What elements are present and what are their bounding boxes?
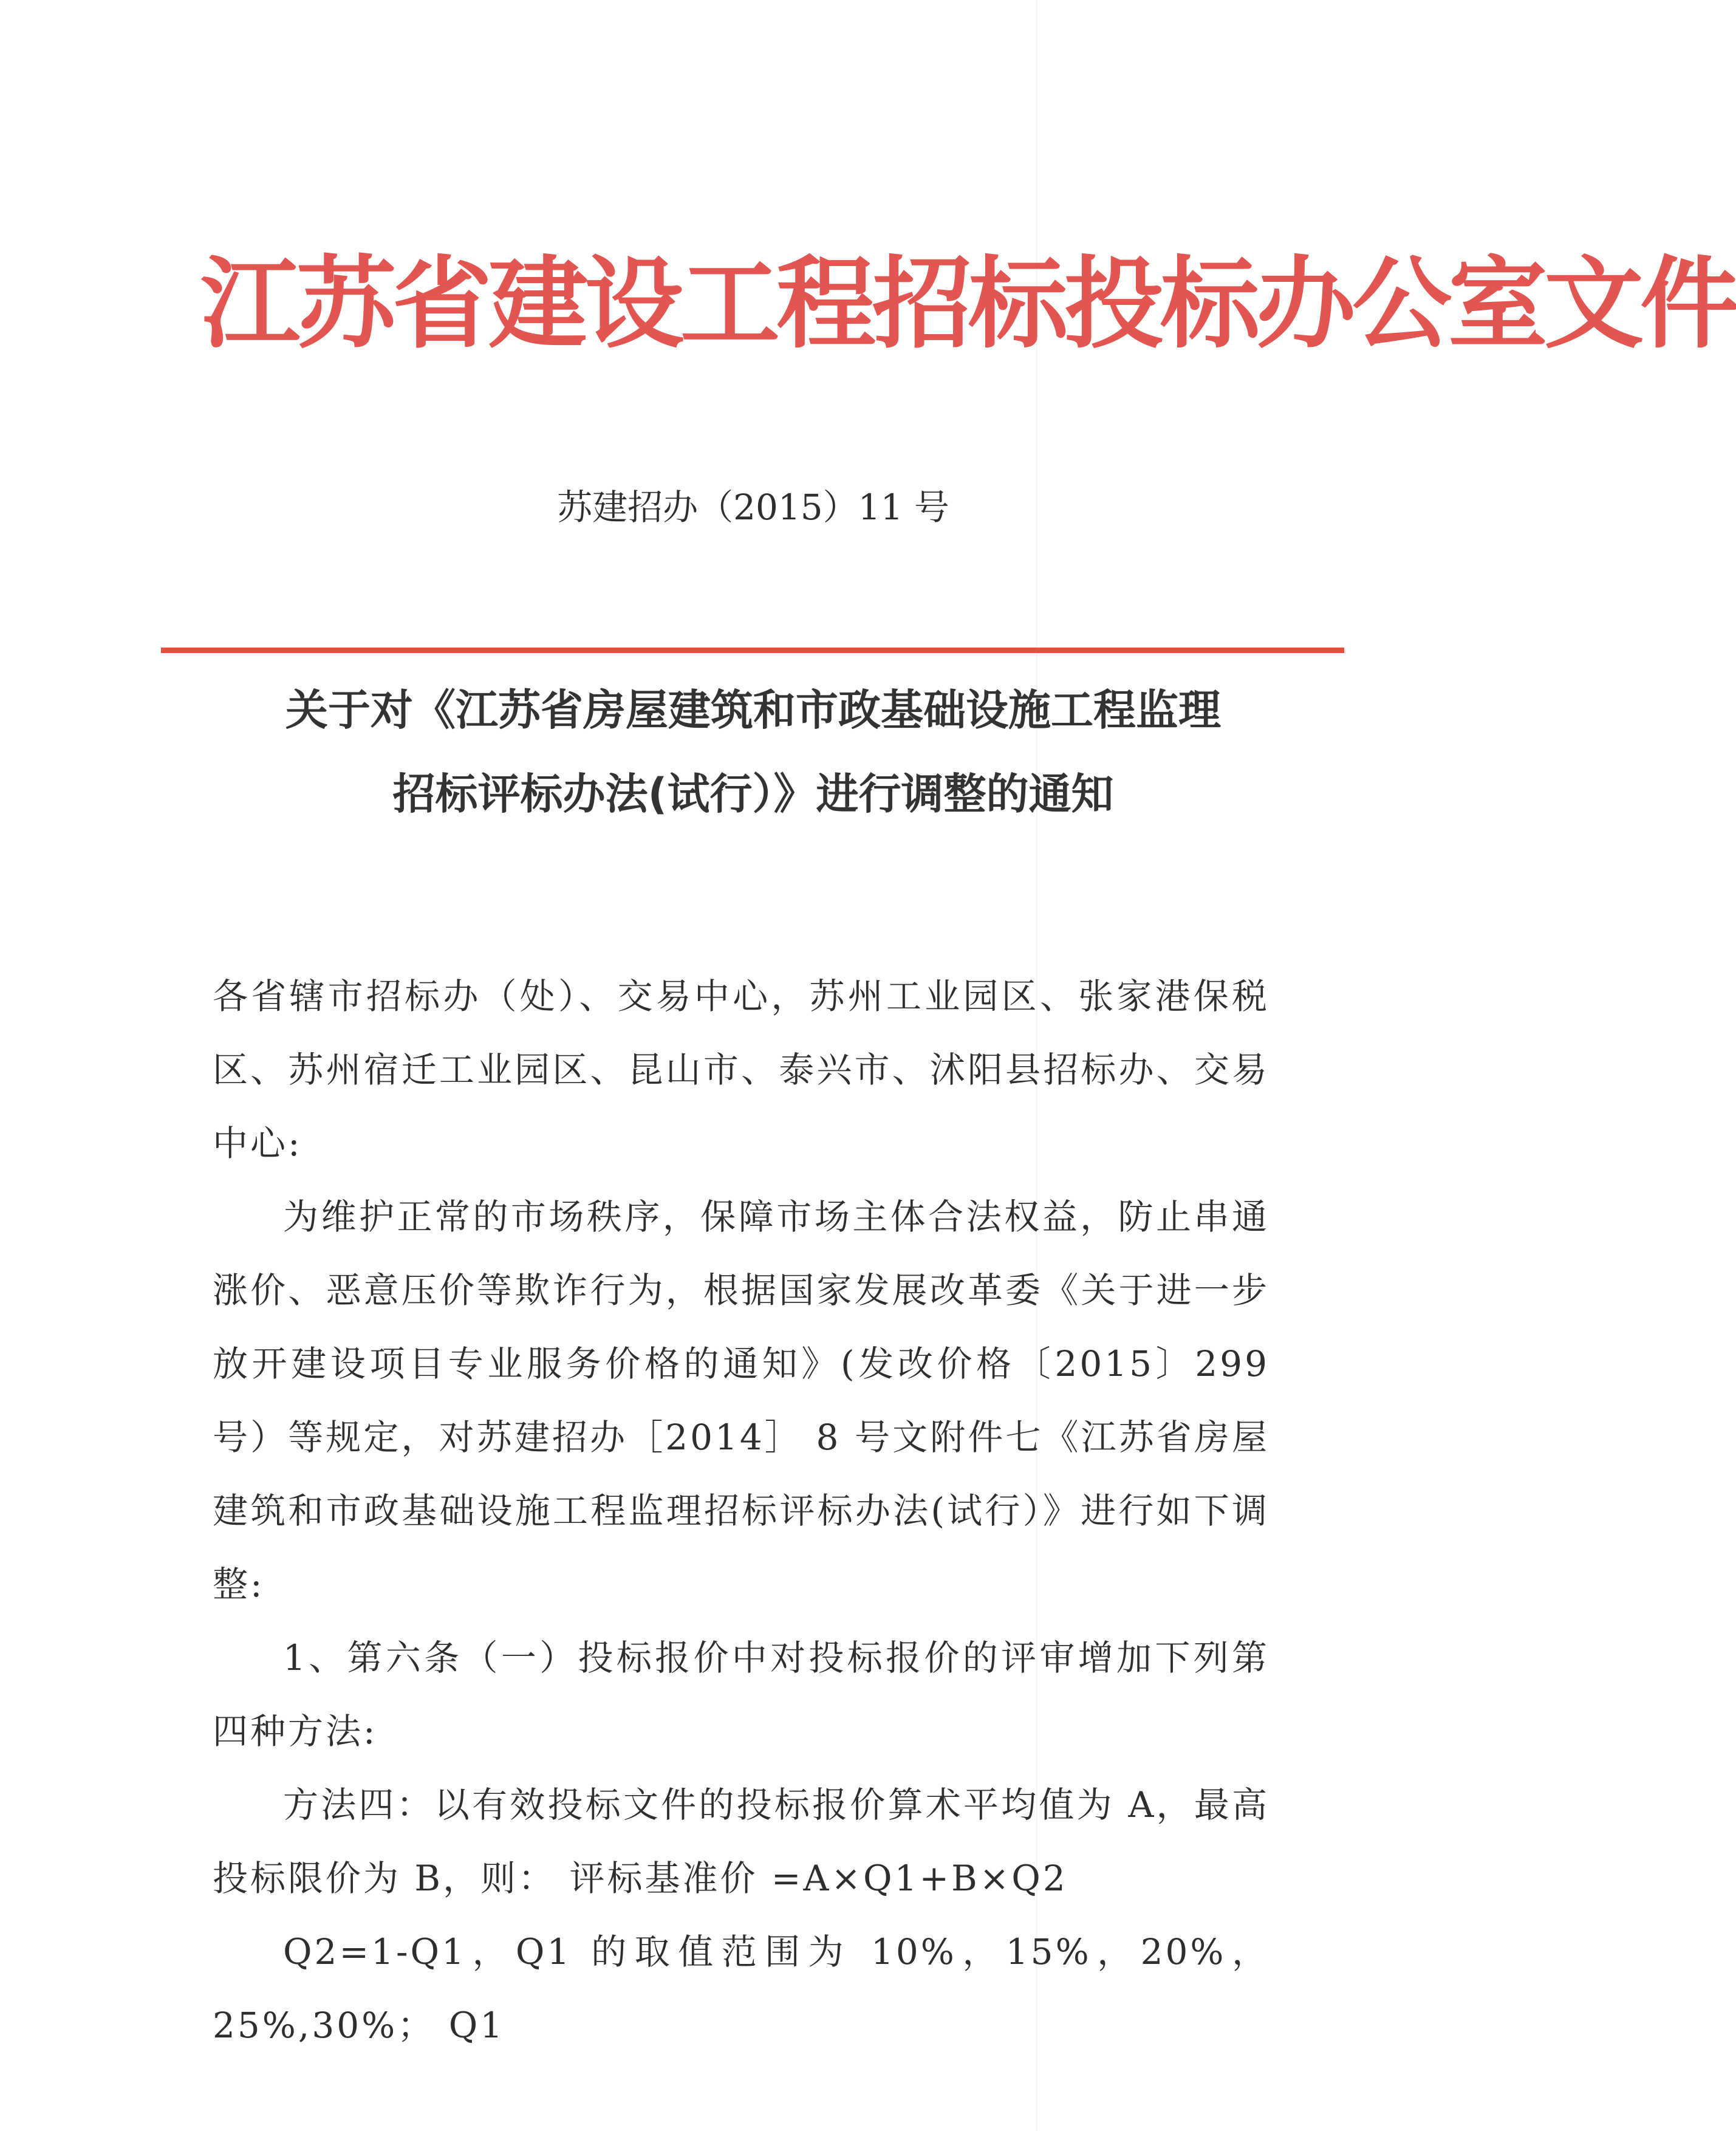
document-number: 苏建招办（2015）11 号 bbox=[557, 487, 949, 528]
document-body bbox=[213, 960, 1270, 2062]
notice-title-line-2: 招标评标办法(试行）》进行调整的通知 bbox=[392, 769, 1114, 819]
body-paragraph-4: Q2=1-Q1，Q1 的取值范围为 10%，15%，20%，25%,30%； Q1 bbox=[213, 1931, 1270, 2046]
notice-title-line-1: 关于对《江苏省房屋建筑和市政基础设施工程监理 bbox=[285, 685, 1221, 735]
letterhead-title: 江苏省建设工程招标投标办公室文件 bbox=[200, 245, 1736, 362]
notice-title bbox=[170, 668, 1336, 836]
red-divider-line bbox=[161, 648, 1344, 653]
addressees-paragraph: 各省辖市招标办（处）、交易中心，苏州工业园区、张家港保税区、苏州宿迁工业园区、昆山市、泰兴市、沭阳县招标办、交易中心: bbox=[213, 976, 1270, 1164]
body-paragraph-1: 为维护正常的市场秩序，保障市场主体合法权益，防止串通涨价、恶意压价等欺诈行为，根据国家发展改革委《关于进一步放开建设项目专业服务价格的通知》(发改价格〔2015〕299 号）等规定，对苏建招办［2014］ 8 号文附件七《江苏省房屋建筑和市政基础设施工程监理招标评标办法(试行）》进行如下调整: bbox=[213, 1196, 1270, 1605]
body-paragraph-3: 方法四：以有效投标文件的投标报价算术平均值为 A，最高投标限价为 B，则： 评标基准价 =A×Q1+B×Q2 bbox=[213, 1784, 1270, 1899]
body-paragraph-2: 1、第六条（一）投标报价中对投标报价的评审增加下列第四种方法: bbox=[213, 1637, 1270, 1752]
